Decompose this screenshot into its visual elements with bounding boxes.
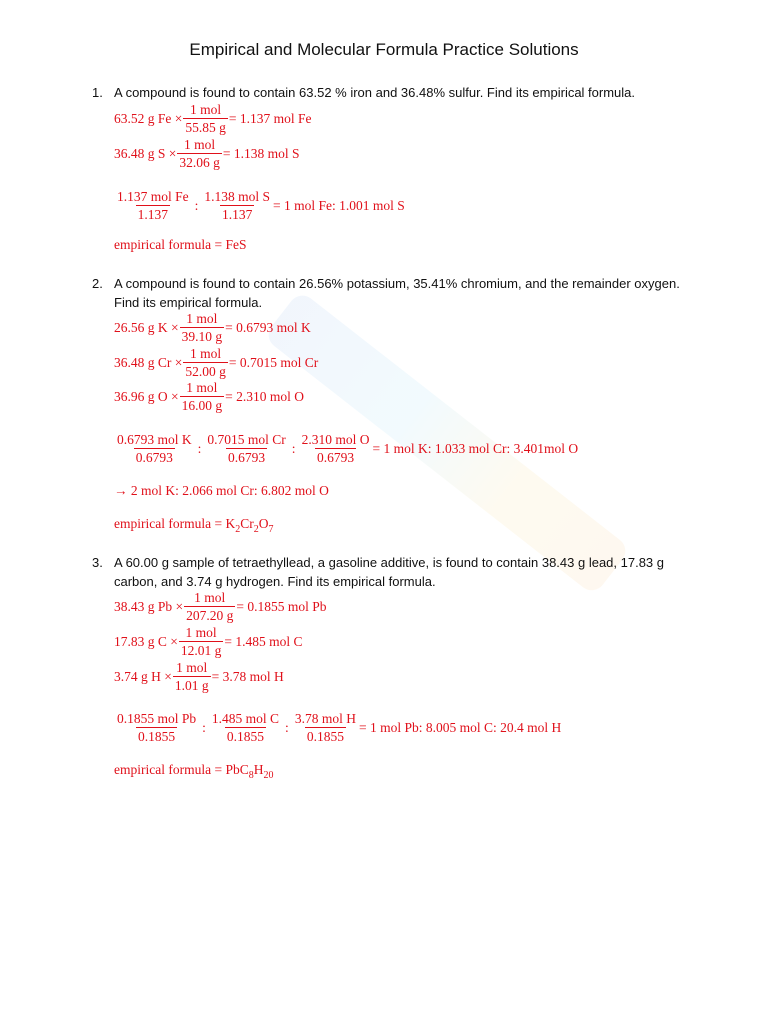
fraction-numerator: 2.310 mol O — [301, 432, 370, 447]
ratio-line — [114, 710, 561, 745]
calc-result: = 0.1855 mol Pb — [236, 598, 327, 614]
calc-result: = 0.6793 mol K — [225, 319, 311, 335]
calc-result: = 0.7015 mol Cr — [228, 354, 319, 370]
calc-prefix: 36.48 g S × — [114, 145, 177, 161]
fraction-numerator: 1 mol — [190, 102, 222, 117]
element-symbol: PbC — [225, 762, 249, 777]
calc-result: = 3.78 mol H — [211, 668, 284, 684]
ratio-line — [114, 431, 578, 466]
calc-line — [114, 624, 303, 659]
fraction — [300, 431, 372, 466]
fraction — [210, 710, 281, 745]
fraction — [180, 310, 225, 345]
fraction-denominator: 207.20 g — [186, 608, 234, 623]
formula-label: empirical formula = — [114, 762, 223, 777]
empirical-formula-line — [114, 237, 246, 253]
fraction-denominator: 12.01 g — [180, 643, 222, 658]
fraction-numerator: 1.485 mol C — [211, 711, 280, 726]
problem-text: A compound is found to contain 63.52 % iron and 36.48% sulfur. Find its empirical formula. — [114, 85, 636, 100]
colon-separator: : — [202, 719, 206, 735]
colon-separator: : — [291, 440, 296, 456]
calc-result: = 1.137 mol Fe — [228, 110, 312, 126]
fraction-numerator: 0.6793 mol K — [117, 432, 192, 447]
ratio-line — [114, 188, 405, 223]
fraction-numerator: 1 mol — [185, 625, 217, 640]
calc-prefix: 17.83 g C × — [114, 633, 178, 649]
fraction-numerator: 1 mol — [176, 660, 208, 675]
formula-value — [225, 762, 274, 781]
fraction — [183, 101, 228, 136]
subscript: 8 — [248, 770, 254, 781]
calc-line — [114, 345, 318, 380]
fraction-denominator: 0.6793 — [228, 450, 266, 465]
mole-ratio-line — [114, 483, 329, 499]
subscript: 2 — [235, 524, 241, 535]
fraction-denominator: 16.00 g — [181, 398, 223, 413]
subscript: 7 — [268, 524, 274, 535]
calc-line — [114, 379, 304, 414]
empirical-formula-line — [114, 516, 274, 535]
problem-number: 1. — [92, 85, 103, 100]
element-symbol: K — [225, 516, 236, 531]
calc-result: = 1.485 mol C — [224, 633, 303, 649]
calc-prefix: 38.43 g Pb × — [114, 598, 184, 614]
calc-prefix: 36.96 g O × — [114, 388, 179, 404]
fraction — [173, 659, 211, 694]
calc-result: = 1.138 mol S — [222, 145, 300, 161]
fraction-numerator: 0.1855 mol Pb — [117, 711, 197, 726]
fraction — [202, 188, 272, 223]
calc-prefix: 63.52 g Fe × — [114, 110, 183, 126]
ratio-result: = 1 mol Pb: 8.005 mol C: 20.4 mol H — [358, 719, 562, 735]
fraction-numerator: 1 mol — [184, 137, 216, 152]
colon-separator: : — [194, 197, 199, 213]
fraction — [293, 710, 358, 745]
fraction — [205, 431, 287, 466]
fraction-numerator: 1 mol — [186, 311, 218, 326]
calc-result: = 2.310 mol O — [225, 388, 304, 404]
formula-value — [225, 516, 274, 535]
fraction — [115, 710, 198, 745]
fraction — [184, 589, 235, 624]
problem-text: A 60.00 g sample of tetraethyllead, a gasoline additive, is found to contain 38.43 g lead, 17.83 g carbon, and 3.74 g hydrogen. Find its empirical formula. — [114, 555, 664, 589]
fraction-denominator: 39.10 g — [181, 329, 223, 344]
fraction-numerator: 1.137 mol Fe — [117, 189, 189, 204]
calc-prefix: 3.74 g H × — [114, 668, 172, 684]
mole-ratio-text: → 2 mol K: 2.066 mol Cr: 6.802 mol O — [114, 483, 329, 498]
element-symbol: H — [253, 762, 264, 777]
calc-line — [114, 136, 300, 171]
fraction-numerator: 1 mol — [194, 590, 226, 605]
fraction — [183, 345, 228, 380]
fraction — [179, 624, 224, 659]
fraction-numerator: 0.7015 mol Cr — [207, 432, 286, 447]
element-symbol: Cr — [240, 516, 254, 531]
empirical-formula-line — [114, 762, 274, 781]
fraction-denominator: 52.00 g — [185, 364, 226, 379]
ratio-result: = 1 mol Fe: 1.001 mol S — [273, 197, 405, 213]
subscript: 20 — [263, 770, 274, 781]
formula-value: FeS — [225, 237, 247, 252]
problem-number: 2. — [92, 276, 103, 291]
fraction — [180, 379, 225, 414]
calc-line — [114, 659, 284, 694]
fraction-denominator: 0.1855 — [226, 729, 265, 744]
ratio-result: = 1 mol K: 1.033 mol Cr: 3.401mol O — [372, 440, 579, 456]
calc-prefix: 26.56 g K × — [114, 319, 179, 335]
formula-label: empirical formula = — [114, 516, 223, 531]
page-title: Empirical and Molecular Formula Practice Solutions — [189, 40, 579, 59]
fraction-numerator: 1.138 mol S — [204, 189, 271, 204]
formula-label: empirical formula = — [114, 237, 223, 252]
fraction-numerator: 1 mol — [190, 346, 222, 361]
fraction — [177, 136, 222, 171]
calc-line — [114, 589, 327, 624]
fraction-denominator: 0.1855 — [138, 729, 176, 744]
colon-separator: : — [285, 719, 289, 735]
fraction — [115, 431, 194, 466]
element-symbol: O — [258, 516, 269, 531]
fraction-denominator: 1.137 — [222, 207, 253, 222]
fraction-numerator: 3.78 mol H — [294, 711, 356, 726]
problem-number: 3. — [92, 555, 103, 570]
colon-separator: : — [197, 440, 202, 456]
fraction-denominator: 1.01 g — [174, 678, 209, 693]
problem-text: A compound is found to contain 26.56% potassium, 35.41% chromium, and the remainder oxygen. Find its empirical formula. — [114, 276, 680, 310]
fraction — [115, 188, 191, 223]
fraction-denominator: 55.85 g — [185, 120, 226, 135]
fraction-denominator: 0.6793 — [316, 450, 355, 465]
calc-prefix: 36.48 g Cr × — [114, 354, 183, 370]
subscript: 2 — [253, 524, 259, 535]
fraction-numerator: 1 mol — [186, 380, 218, 395]
fraction-denominator: 1.137 — [137, 207, 168, 222]
calc-line — [114, 310, 311, 345]
fraction-denominator: 0.1855 — [306, 729, 344, 744]
fraction-denominator: 32.06 g — [179, 155, 220, 170]
fraction-denominator: 0.6793 — [135, 450, 173, 465]
calc-line — [114, 101, 312, 136]
